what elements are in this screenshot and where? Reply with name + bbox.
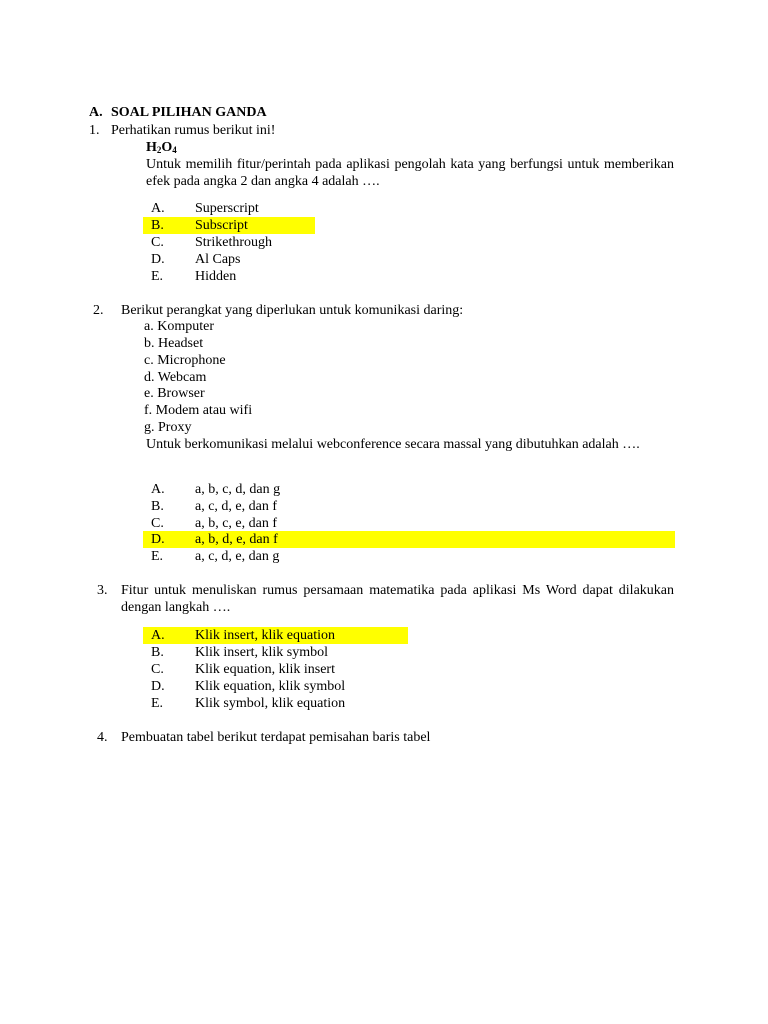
option-letter: C. — [151, 662, 164, 677]
option-letter: A. — [151, 482, 165, 497]
option-text: a, c, d, e, dan f — [195, 499, 278, 514]
option-text: a, b, d, e, dan f — [195, 532, 278, 547]
section-title: SOAL PILIHAN GANDA — [111, 105, 267, 120]
option-letter: C. — [151, 235, 164, 250]
option-letter: B. — [151, 218, 164, 233]
option-letter: C. — [151, 516, 164, 531]
option-text: Klik equation, klik symbol — [195, 679, 346, 694]
question-body: Untuk memilih fitur/perintah pada aplikasi pengolah kata yang berfungsi untuk memberikan efek pada angka 2 dan angka 4 adalah …. — [146, 157, 674, 189]
question-number: 4. — [97, 730, 108, 745]
formula-h2o4: $H_2O_4$ — [146, 140, 177, 155]
question-number: 1. — [89, 123, 100, 138]
list-item: e. Browser — [144, 386, 205, 401]
question-text: Perhatikan rumus berikut ini! — [111, 123, 276, 138]
option-letter: B. — [151, 645, 164, 660]
option-text: Superscript — [195, 201, 259, 216]
question-text: Berikut perangkat yang diperlukan untuk komunikasi daring: — [121, 303, 464, 318]
list-item: c. Microphone — [144, 353, 226, 368]
option-text: Klik insert, klik equation — [195, 628, 335, 643]
list-item: f. Modem atau wifi — [144, 403, 253, 418]
option-text: Klik equation, klik insert — [195, 662, 335, 677]
question-text: Pembuatan tabel berikut terdapat pemisahan baris tabel — [121, 730, 431, 745]
option-text: Subscript — [195, 218, 248, 233]
option-text: Hidden — [195, 269, 237, 284]
option-text: Al Caps — [195, 252, 241, 267]
option-text: a, b, c, e, dan f — [195, 516, 278, 531]
question-number: 2. — [93, 303, 104, 318]
option-text: Klik insert, klik symbol — [195, 645, 328, 660]
option-text: Strikethrough — [195, 235, 272, 250]
option-letter: A. — [151, 628, 165, 643]
list-item: d. Webcam — [144, 370, 207, 385]
list-item: a. Komputer — [144, 319, 214, 334]
option-text: a, b, c, d, dan g — [195, 482, 281, 497]
question-number: 3. — [97, 583, 108, 598]
option-text: Klik symbol, klik equation — [195, 696, 346, 711]
option-letter: E. — [151, 696, 164, 711]
question-body: Untuk berkomunikasi melalui webconference secara massal yang dibutuhkan adalah …. — [146, 437, 640, 452]
option-letter: B. — [151, 499, 164, 514]
list-item: g. Proxy — [144, 420, 192, 435]
option-letter: D. — [151, 252, 165, 267]
option-letter: E. — [151, 269, 164, 284]
option-letter: A. — [151, 201, 165, 216]
option-text: a, c, d, e, dan g — [195, 549, 280, 564]
question-text: Fitur untuk menuliskan rumus persamaan matematika pada aplikasi Ms Word dapat dilakukan dengan langkah …. — [121, 583, 674, 615]
list-item: b. Headset — [144, 336, 204, 351]
option-letter: E. — [151, 549, 164, 564]
option-letter: D. — [151, 679, 165, 694]
section-letter: A. — [89, 105, 103, 120]
option-letter: D. — [151, 532, 165, 547]
